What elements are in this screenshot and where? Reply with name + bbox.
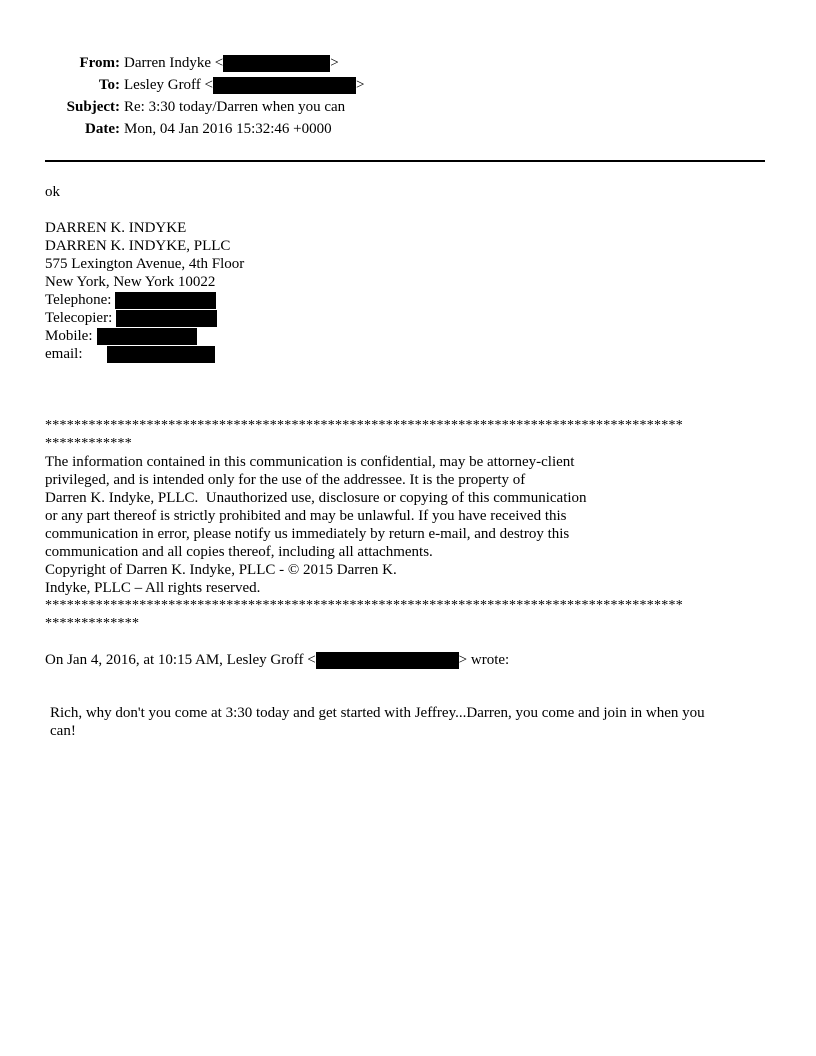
disclaimer-line: privileged, and is intended only for the use of the addressee. It is the property of [45,472,526,488]
disclaimer-stars-top-cont: ************ [45,436,132,451]
signature-email [45,345,215,363]
date-label: Date: [85,121,120,137]
redaction-bar [97,328,197,345]
signature-mobile [45,327,197,345]
redaction-bar [107,346,215,363]
disclaimer-stars-bottom: **************************************************************************************** [45,598,683,613]
redaction-bar [316,652,459,669]
disclaimer-line: communication and all copies thereof, including all attachments. [45,544,433,560]
from-label: From: [79,55,120,71]
signature-address-line1: 575 Lexington Avenue, 4th Floor [45,256,245,272]
to-label: To: [98,77,120,93]
disclaimer-line: communication in error, please notify us immediately by return e-mail, and destroy this [45,526,570,542]
from-close: > [330,55,339,71]
subject-label: Subject: [66,99,120,115]
signature-firm: DARREN K. INDYKE, PLLC [45,238,231,254]
quote-intro-prefix: On Jan 4, 2016, at 10:15 AM, Lesley Groff < [45,652,316,668]
header-divider [45,160,765,162]
to-name: Lesley Groff < [124,77,213,93]
email-label: email: [45,346,83,362]
quoted-message-line: Rich, why don't you come at 3:30 today and get started with Jeffrey...Darren, you come and join in when you [50,705,705,721]
signature-address-line2: New York, New York 10022 [45,274,216,290]
telecopier-label: Telecopier: [45,310,113,326]
disclaimer-line: Darren K. Indyke, PLLC. Unauthorized use, disclosure or copying of this communication [45,490,587,506]
signature-telecopier [45,309,217,327]
mobile-label: Mobile: [45,328,93,344]
disclaimer-line: or any part thereof is strictly prohibited and may be unlawful. If you have received this [45,508,567,524]
reply-text: ok [45,184,60,200]
redaction-bar [116,310,217,327]
to-value [124,74,364,96]
to-close: > [356,77,365,93]
disclaimer-stars-bottom-cont: ************* [45,616,140,631]
disclaimer-line: Indyke, PLLC – All rights reserved. [45,580,261,596]
subject-value: Re: 3:30 today/Darren when you can [124,99,346,115]
quote-intro-suffix: > wrote: [458,652,510,668]
signature-telephone [45,291,216,309]
disclaimer-stars-top: **************************************************************************************** [45,418,683,433]
signature-name: DARREN K. INDYKE [45,220,187,236]
quote-intro [45,651,509,669]
redaction-bar [213,77,356,94]
from-name: Darren Indyke < [124,55,224,71]
redaction-bar [223,55,330,72]
disclaimer-line: Copyright of Darren K. Indyke, PLLC - © 2015 Darren K. [45,562,397,578]
disclaimer-line: The information contained in this communication is confidential, may be attorney-client [45,454,575,470]
telephone-label: Telephone: [45,292,112,308]
redaction-bar [115,292,216,309]
from-value [124,52,339,74]
date-value: Mon, 04 Jan 2016 15:32:46 +0000 [124,121,332,137]
quoted-message-line: can! [50,723,76,739]
